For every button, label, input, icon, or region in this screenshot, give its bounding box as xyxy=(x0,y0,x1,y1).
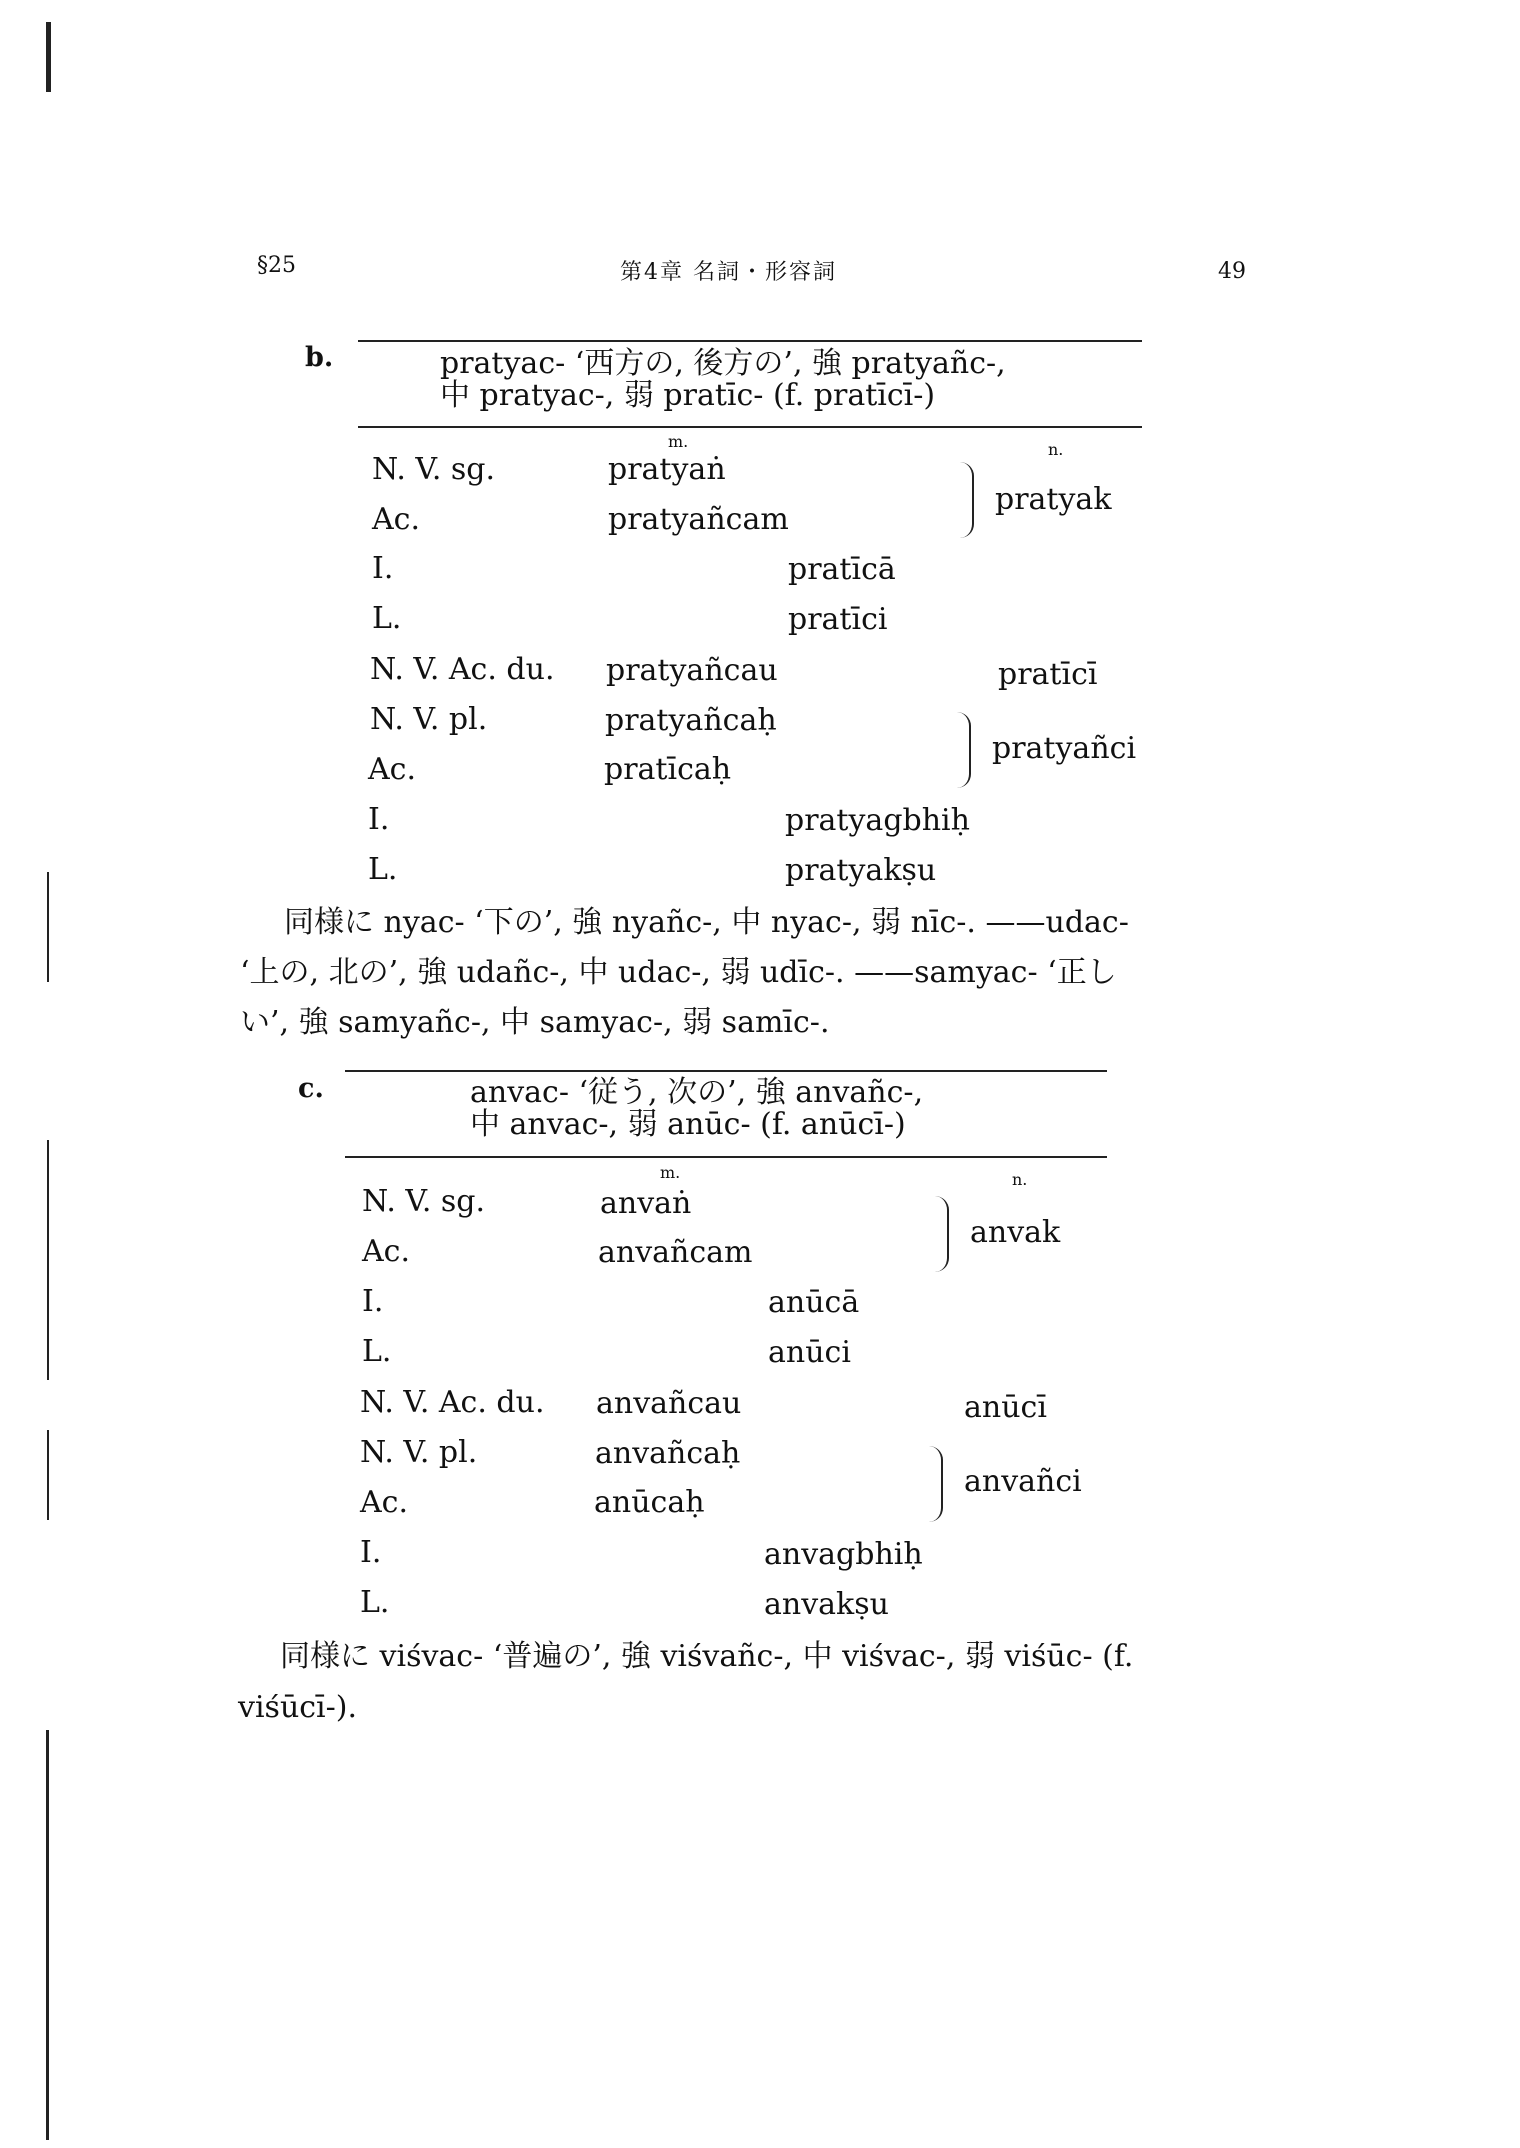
case-label: Ac. xyxy=(362,1234,411,1269)
case-label: L. xyxy=(362,1334,392,1369)
table-top-rule xyxy=(358,340,1142,342)
note-paragraph: viśūcī-). xyxy=(238,1690,358,1725)
form-m: pratyañcam xyxy=(608,502,789,537)
form-m: pratīcaḥ xyxy=(604,752,732,787)
form-m: pratyañcaḥ xyxy=(605,703,777,738)
case-label: N. V. Ac. du. xyxy=(360,1385,545,1420)
form-m: anvañcam xyxy=(598,1235,753,1270)
section-label: c. xyxy=(298,1073,324,1104)
form-common: pratyakṣu xyxy=(785,853,937,888)
section-label: b. xyxy=(305,342,334,373)
form-common: pratīci xyxy=(788,602,888,637)
case-label: Ac. xyxy=(360,1485,409,1520)
case-label: I. xyxy=(360,1535,382,1570)
form-m: anvaṅ xyxy=(600,1186,692,1221)
case-label: L. xyxy=(360,1585,390,1620)
table-mid-rule xyxy=(345,1156,1107,1158)
scan-edge-mark xyxy=(47,1430,49,1520)
brace xyxy=(935,1196,949,1272)
case-label: L. xyxy=(368,852,398,887)
form-n: anvañci xyxy=(964,1464,1082,1499)
column-header-n: n. xyxy=(1012,1170,1028,1189)
scan-edge-mark xyxy=(47,872,49,982)
paradigm-caption: 中 anvac-, 弱 anūc- (f. anūcī-) xyxy=(470,1107,906,1142)
chapter-title: 第4章 名詞・形容詞 xyxy=(620,260,837,285)
case-label: L. xyxy=(372,601,402,636)
paradigm-caption: pratyac- ‘西方の, 後方の’, 強 pratyañc-, xyxy=(440,346,1006,381)
form-common: anūcā xyxy=(768,1285,860,1320)
form-m: anvañcau xyxy=(596,1386,742,1421)
form-m: pratyaṅ xyxy=(608,452,726,487)
paradigm-caption: 中 pratyac-, 弱 pratīc- (f. pratīcī-) xyxy=(440,378,936,413)
form-common: anvakṣu xyxy=(764,1587,889,1622)
note-paragraph: ‘上の, 北の’, 強 udañc-, 中 udac-, 弱 udīc-. ——samyac- ‘正し xyxy=(240,955,1117,990)
paradigm-caption: anvac- ‘従う, 次の’, 強 anvañc-, xyxy=(470,1075,924,1110)
case-label: I. xyxy=(362,1284,384,1319)
scan-edge-mark xyxy=(46,1730,49,2140)
case-label: N. V. sg. xyxy=(362,1184,486,1219)
case-label: N. V. Ac. du. xyxy=(370,652,555,687)
section-number: §25 xyxy=(257,253,296,278)
brace xyxy=(957,712,971,788)
column-header-m: m. xyxy=(668,432,689,451)
form-common: anūci xyxy=(768,1335,851,1370)
table-mid-rule xyxy=(358,426,1142,428)
note-paragraph: 同様に viśvac- ‘普遍の’, 強 viśvañc-, 中 viśvac-, 弱 viśūc- (f. xyxy=(280,1639,1134,1674)
case-label: N. V. pl. xyxy=(360,1435,478,1470)
form-common: pratyagbhiḥ xyxy=(785,803,970,838)
note-paragraph: い’, 強 samyañc-, 中 samyac-, 弱 samīc-. xyxy=(240,1005,830,1040)
form-common: pratīcā xyxy=(788,552,896,587)
form-n: pratyak xyxy=(995,482,1112,517)
form-common: anvagbhiḥ xyxy=(764,1537,923,1572)
page-number: 49 xyxy=(1218,259,1246,284)
form-n: pratīcī xyxy=(998,657,1098,692)
column-header-n: n. xyxy=(1048,440,1064,459)
form-m: pratyañcau xyxy=(606,653,778,688)
case-label: N. V. pl. xyxy=(370,702,488,737)
case-label: Ac. xyxy=(372,502,421,537)
note-paragraph: 同様に nyac- ‘下の’, 強 nyañc-, 中 nyac-, 弱 nīc-. ——udac- xyxy=(284,905,1129,940)
form-n: anvak xyxy=(970,1215,1061,1250)
scan-edge-mark xyxy=(46,22,51,92)
scan-edge-mark xyxy=(47,1140,49,1380)
case-label: Ac. xyxy=(368,752,417,787)
case-label: N. V. sg. xyxy=(372,452,496,487)
brace xyxy=(960,462,974,538)
case-label: I. xyxy=(372,551,394,586)
table-top-rule xyxy=(345,1070,1107,1072)
form-m: anūcaḥ xyxy=(594,1485,705,1520)
form-n: anūcī xyxy=(964,1390,1047,1425)
form-n: pratyañci xyxy=(992,731,1137,766)
column-header-m: m. xyxy=(660,1163,681,1182)
case-label: I. xyxy=(368,802,390,837)
form-m: anvañcaḥ xyxy=(595,1436,741,1471)
brace xyxy=(929,1446,943,1522)
